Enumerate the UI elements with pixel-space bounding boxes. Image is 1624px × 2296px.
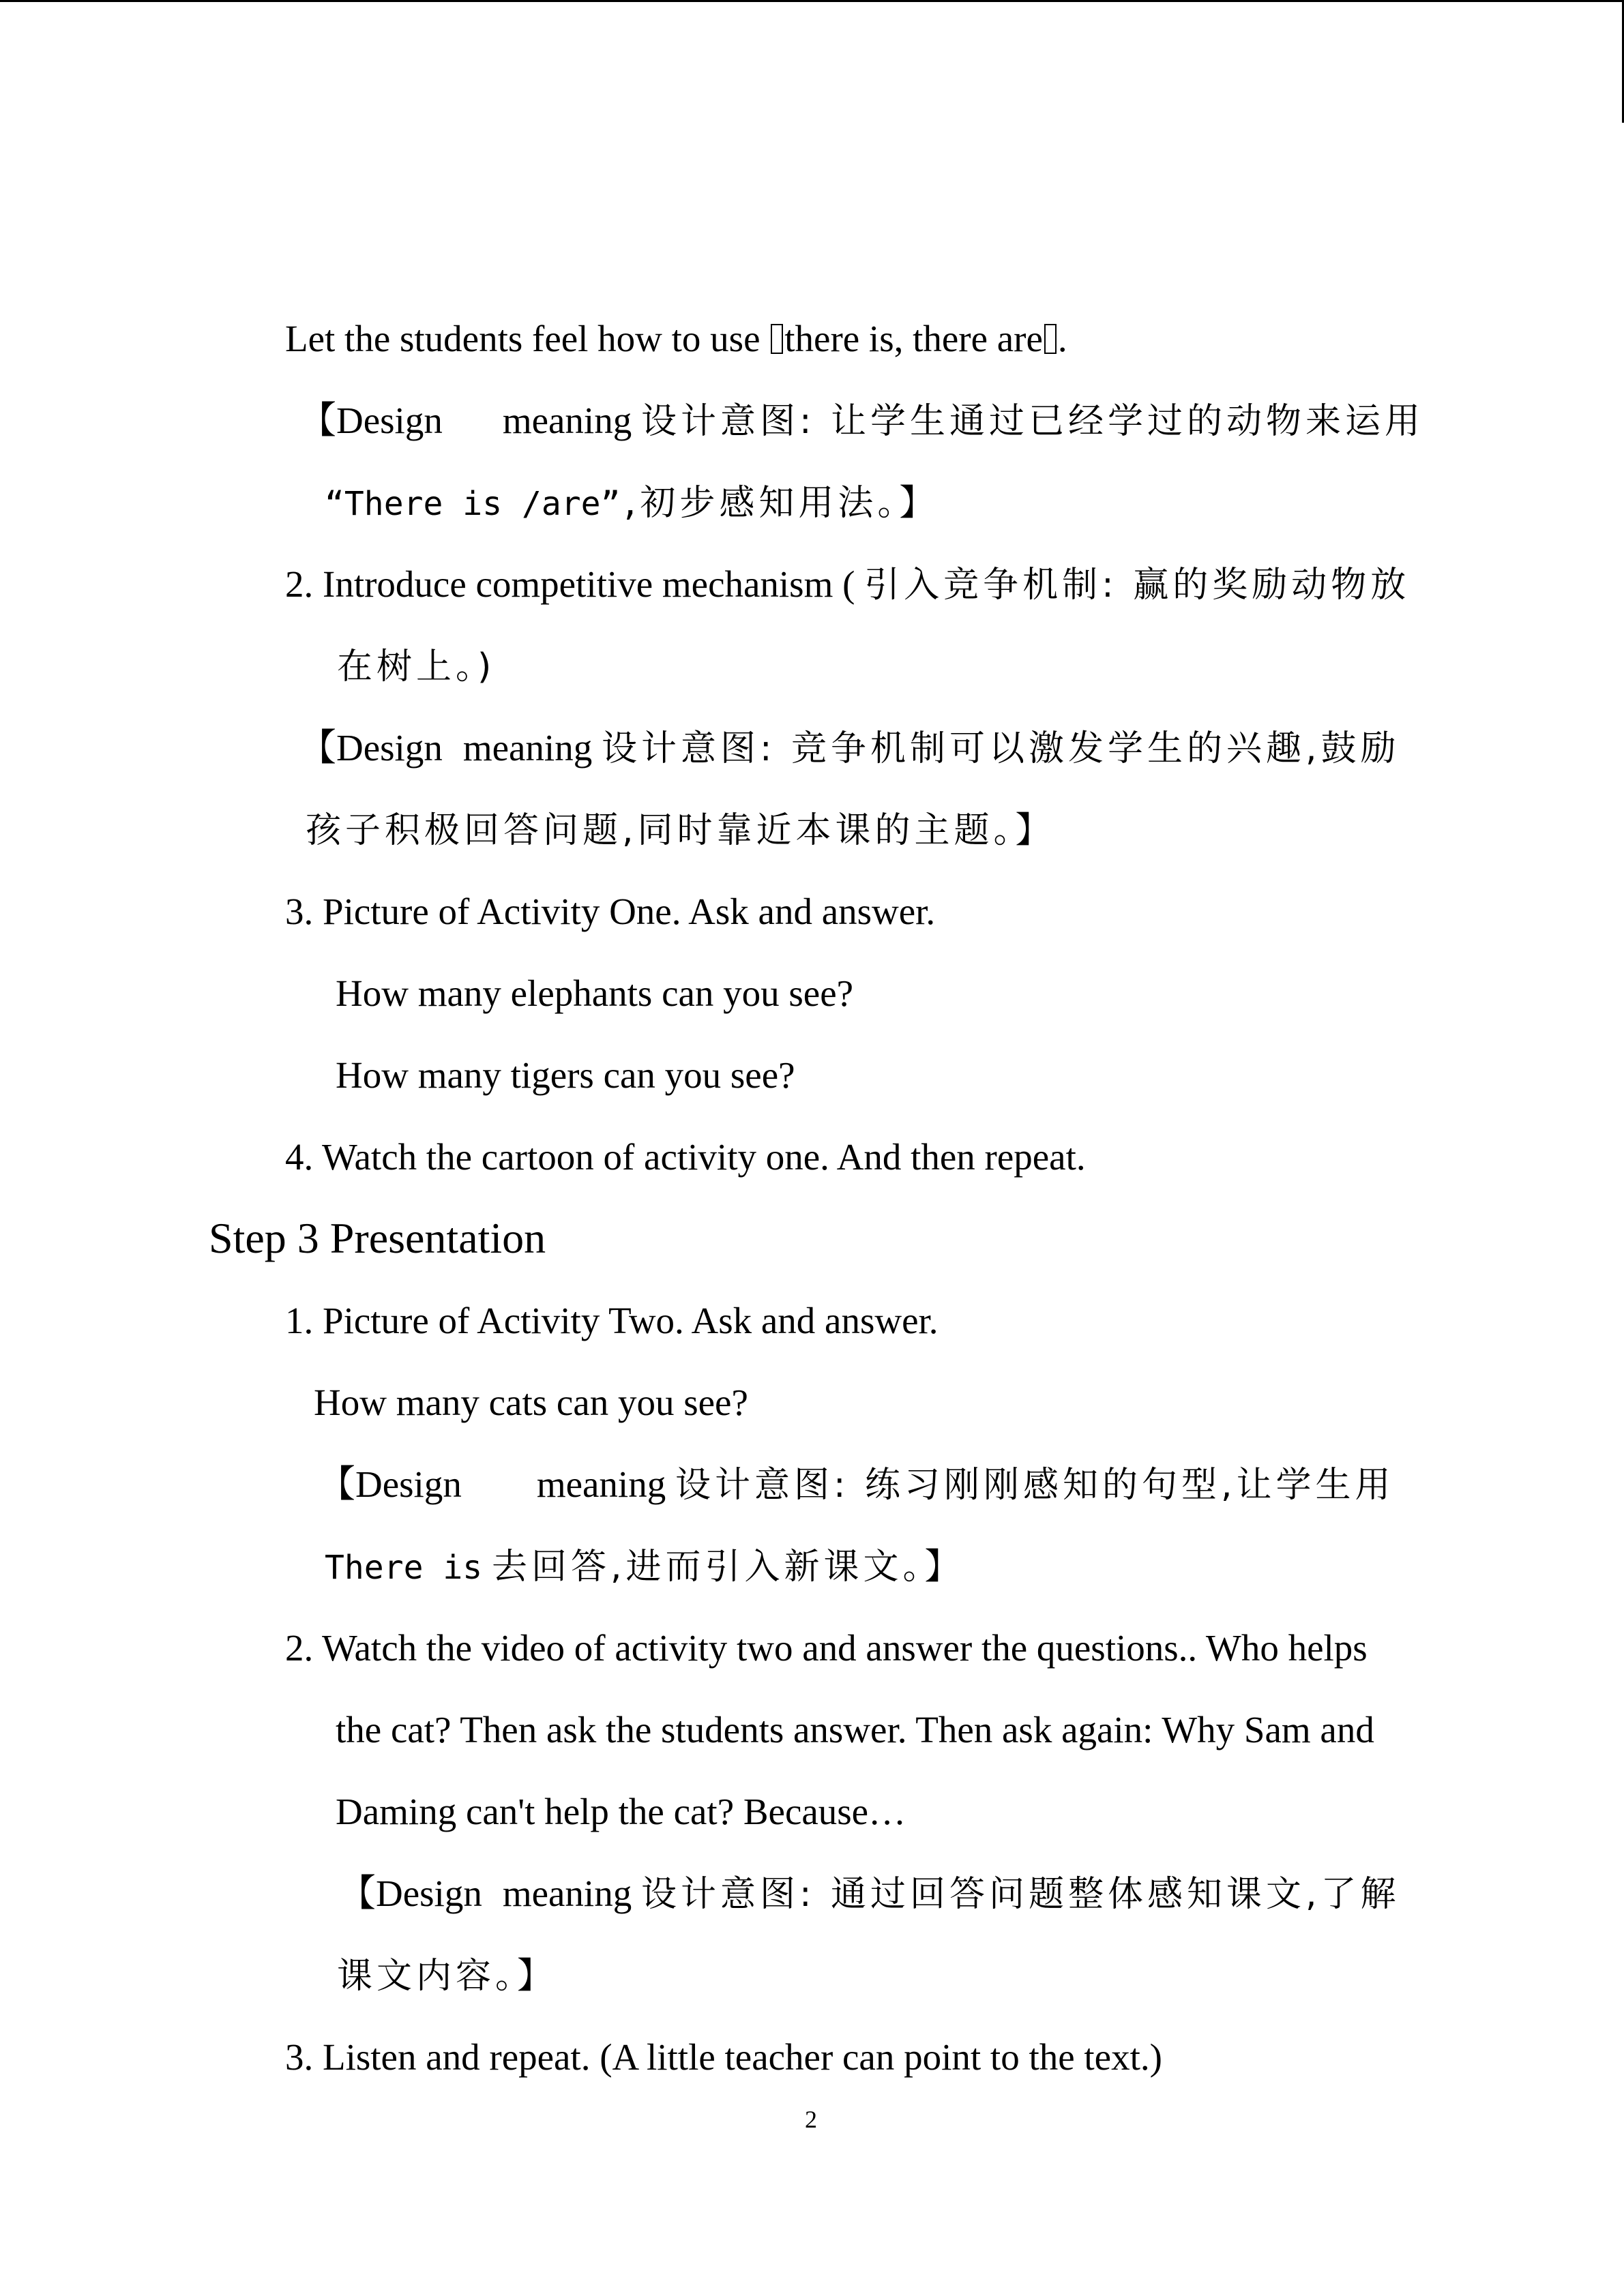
design-label: 【Design xyxy=(299,400,443,441)
text-line: the cat? Then ask the students answer. Then ask again: Why Sam and xyxy=(336,1709,1374,1750)
chinese-text: 设计意图: 练习刚刚感知的句型,让学生用 xyxy=(675,1465,1395,1506)
design-note-line xyxy=(299,724,1400,772)
list-item: 1. Picture of Activity Two. Ask and answer. xyxy=(285,1300,939,1341)
question-line: How many elephants can you see? xyxy=(336,972,854,1014)
question-line: How many tigers can you see? xyxy=(336,1054,795,1096)
text-line xyxy=(337,642,495,690)
chinese-text: 设计意图: 通过回答问题整体感知课文,了解 xyxy=(640,1874,1400,1915)
missing-glyph-box xyxy=(771,324,783,354)
chinese-text: 引入竞争机制: 赢的奖励动物放 xyxy=(864,565,1411,606)
chinese-text: 在树上。) xyxy=(337,646,496,687)
text-segment: . xyxy=(1057,318,1067,359)
question-line: How many cats can you see? xyxy=(314,1382,748,1423)
chinese-text: 孩子积极回答问题,同时靠近本课的主题。】 xyxy=(306,810,1055,851)
text-line xyxy=(285,315,1067,363)
design-note-line xyxy=(299,397,1424,445)
section-heading: Step 3 Presentation xyxy=(209,1214,546,1262)
meaning-label: meaning xyxy=(536,1463,666,1505)
design-note-line xyxy=(325,479,939,526)
list-item: 3. Listen and repeat. (A little teacher can point to the text.) xyxy=(285,2036,1162,2078)
page-number: 2 xyxy=(805,2106,817,2133)
design-label: 【Design xyxy=(299,727,443,769)
list-item: 2. Watch the video of activity two and answer the questions.. Who helps xyxy=(285,1627,1368,1669)
meaning-label: meaning xyxy=(462,727,593,769)
text-segment: 2. Introduce competitive mechanism ( xyxy=(285,563,855,605)
design-note-line xyxy=(337,1952,557,1999)
text-segment: Let the students feel how to use xyxy=(285,318,770,359)
page-top-rule xyxy=(0,0,1624,2)
text-segment: there is, there are xyxy=(784,318,1043,359)
design-note-line xyxy=(306,806,1055,854)
design-label: 【Design xyxy=(318,1463,462,1505)
chinese-text: 课文内容。】 xyxy=(337,1956,557,1997)
list-item: 3. Picture of Activity One. Ask and answer. xyxy=(285,891,936,932)
design-note-line xyxy=(338,1870,1400,1918)
design-note-line xyxy=(325,1542,964,1590)
chinese-text: 设计意图: 竞争机制可以激发学生的兴趣,鼓励 xyxy=(601,728,1400,769)
missing-glyph-box xyxy=(1044,324,1057,354)
design-note-line xyxy=(318,1461,1395,1508)
chinese-text: 设计意图: 让学生通过已经学过的动物来运用 xyxy=(640,401,1425,442)
design-label: 【Design xyxy=(338,1873,482,1914)
mono-text: “There is /are”, xyxy=(325,485,640,523)
text-line: Daming can't help the cat? Because… xyxy=(336,1791,906,1832)
chinese-text: 初步感知用法。】 xyxy=(640,483,939,524)
list-item xyxy=(285,561,1410,608)
chinese-text: 去回答,进而引入新课文。】 xyxy=(491,1547,964,1587)
mono-text: There is xyxy=(325,1549,483,1587)
meaning-label: meaning xyxy=(502,1873,632,1914)
meaning-label: meaning xyxy=(502,400,632,441)
list-item: 4. Watch the cartoon of activity one. And then repeat. xyxy=(285,1136,1086,1178)
